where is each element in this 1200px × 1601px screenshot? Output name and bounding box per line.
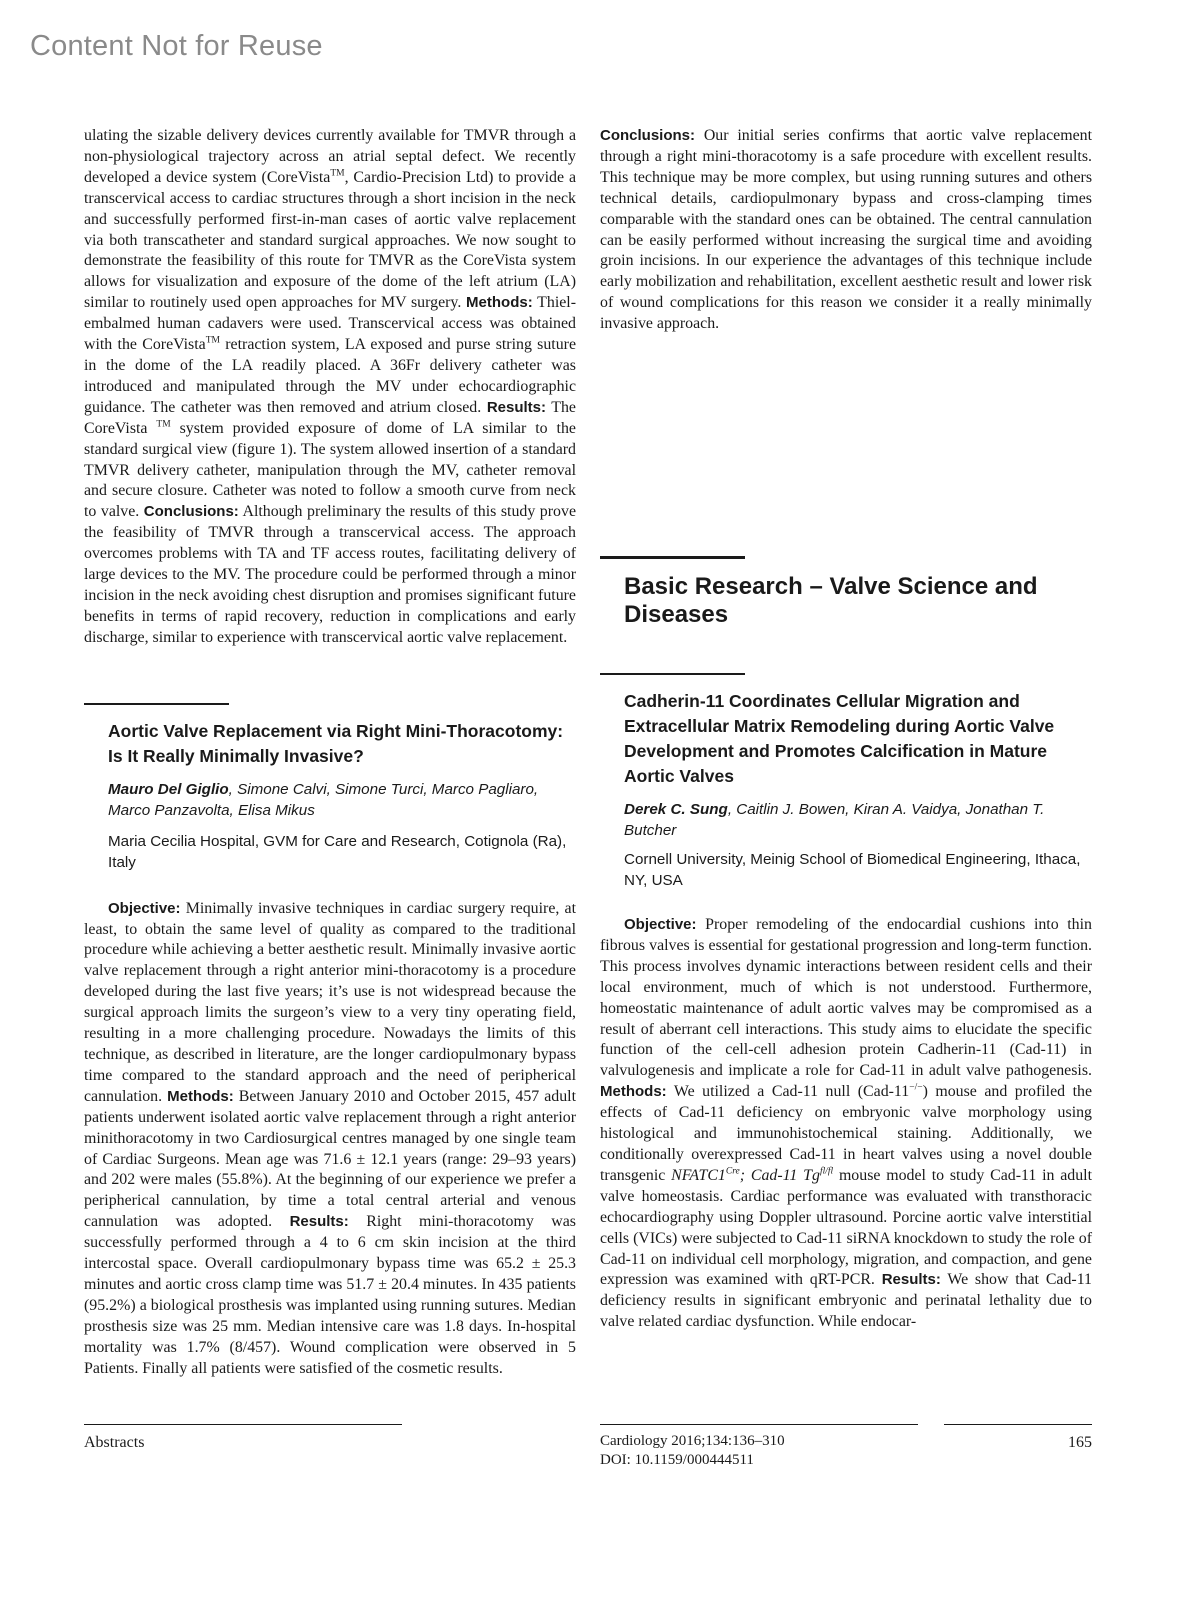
- affiliation: Maria Cecilia Hospital, GVM for Care and Research, Cotignola (Ra), Italy: [108, 832, 567, 871]
- section-divider: [600, 556, 745, 559]
- footer-rule-right: [944, 1424, 1092, 1425]
- conclusions-label: Conclusions:: [143, 503, 239, 521]
- affiliation: Cornell University, Meinig School of Biomedical Engineering, Ithaca, NY, USA: [624, 851, 1081, 889]
- methods-label: Methods:: [466, 294, 533, 312]
- abstract-body: Objective: Minimally invasive techniques in cardiac surgery require, at least, to obtain the same level of quality as compared to the traditional procedure while achieving a better aesthetic result. Minimally invasive aortic valve replacement through a right anterior mini-thoracotomy is a procedure developed during the last five years; it’s use is not widespread because the surgical approach limits the surgeon’s view to a very tiny operating field, resulting in a more challenging procedure. Nowadays the limits of this technique, as described in literature, are the longer cardiopulmonary bypass time compared to the standard approach and the need of peripherical cannulation. Methods: Between January 2010 and October 2015, 457 adult patients underwent isolated aortic valve replacement through a right anterior minithoracotomy in two Cardiosurgical centres managed by one single team of Cardiac Surgeons. Mean age was 71.6 ± 12.1 years (range: 29–93 years) and 202 were males (55.8%). At the beginning of our experience we prefer a peripherical cannulation, by time a total central arterial and venous cannulation was adopted. Results: Right mini-thoracotomy was successfully performed through a 4 to 6 cm skin incision at the third intercostal space. Overall cardiopulmonary bypass time was 65.2 ± 25.3 minutes and aortic cross clamp time was 51.7 ± 20.4 minutes. In 435 patients (95.2%) a biological prosthesis was implanted using running sutures. Median prosthesis size was 25 mm. Median intensive care was 1.8 days. In-hospital mortality was 1.7% (8/457). Wound complication were observed in 5 Patients. Finally all patients were satisfied of the cosmetic results.: [84, 899, 576, 1377]
- footer-citation: [600, 1432, 785, 1470]
- abstract-divider: [84, 703, 229, 705]
- doi-link[interactable]: DOI: 10.1159/000444511: [600, 1452, 754, 1468]
- abstract-header: [84, 719, 576, 873]
- journal-citation: Cardiology 2016;134:136–310: [600, 1433, 785, 1449]
- page-number: 165: [1068, 1434, 1092, 1451]
- abstract-body: Objective: Proper remodeling of the endocardial cushions into thin fibrous valves is essential for gestational progression and long-term function. This process involves dynamic interactions between resident cells and their local environment, much of which is not understood. Furthermore, homeostatic maintenance of adult aortic valves may be compromised as a result of aberrant cell interactions. This study aims to elucidate the specific function of the cell-cell adhesion protein Cadherin-11 (Cad-11) in valvulogenesis and implicate a role for Cad-11 in adult valve pathogenesis. Methods: We utilized a Cad-11 null (Cad-11−/−) mouse and profiled the effects of Cad-11 deficiency on embryonic valve morphology using histological and immunohistochemical staining. Additionally, we conditionally overexpressed Cad-11 in heart valves using a novel double transgenic $NFATC1^{Cre}$; Cad-11 $Tg^{fl/fl}$ mouse model to study Cad-11 in adult valve homeostasis. Cardiac performance was evaluated with transthoracic echocardiography using Doppler ultrasound. Porcine aortic valve interstitial cells (VICs) were subjected to Cad-11 siRNA knockdown to study the role of Cad-11 on individual cell morphology, migration, and compaction, and gene expression was examined with qRT-PCR. Results: We show that Cad-11 deficiency results in significant embryonic and perinatal lethality due to valve related cardiac dysfunction. While endocar-: [600, 916, 1093, 1331]
- abstract-header: [600, 689, 1092, 891]
- continued-abstract-text: ulating the sizable delivery devices currently available for TMVR through a non-physiological trajectory across an atrial septal defect. We recently developed a device system (CoreVista™, Cardio-Precision Ltd) to provide a transcervical access to cardiac structures through a short incision in the neck and successfully performed first-in-man cases of aortic valve replacement via both transcatheter and standard surgical approaches. We now sought to demonstrate the feasibility of this route for TMVR as the CoreVista system allows for visualization and exposure of the dome of the left atrium (LA) similar to routinely used open approaches for MV surgery. Methods: Thiel-embalmed human cadavers were used. Transcervical access was obtained with the CoreVista™ retraction system, LA exposed and purse string suture in the dome of the LA readily placed. A 36Fr delivery catheter was introduced and manipulated through the MV under echocardiographic guidance. The catheter was then removed and atrium closed. Results: The CoreVista ™ system provided exposure of dome of LA similar to the standard surgical view (figure 1). The system allowed insertion of a standard TMVR delivery catheter, manipulation through the MV, catheter removal and secure closure. Catheter was noted to follow a smooth curve from neck to valve. Conclusions: Although preliminary the results of this study prove the feasibility of TMVR through a transcervical access. The approach overcomes problems with TA and TF access routes, facilitating delivery of large devices to the MV. The procedure could be performed through a minor incision in the neck avoiding chest disruption and promises significant future benefits in terms of rapid recovery, reduction in complications and early discharge, similar to experience with transcervical aortic valve replacement.: [84, 127, 577, 646]
- author-list: Derek C. Sung, Caitlin J. Bowen, Kiran A. Vaidya, Jonathan T. Butcher: [624, 801, 1045, 839]
- watermark: Content Not for Reuse: [30, 30, 323, 62]
- abstract-body-continued: Conclusions: Our initial series confirms that aortic valve replacement through a right mini-thoracotomy is a safe procedure with excellent results. This technique may be more complex, but using running sutures and others technical details, cardiopulmonary bypass and cross-clamping times comparable with the standard ones can be obtained. The central cannulation can be easily performed without increasing the surgical time and avoiding groin incisions. In our experience the advantages of this technique include early mobilization and rehabilitation, excellent aesthetic result and lower risk of wound complications for this reason we consider it a really minimally invasive approach.: [600, 127, 1092, 333]
- author-list: Mauro Del Giglio, Simone Calvi, Simone Turci, Marco Pagliaro, Marco Panzavolta, Elisa Mikus: [108, 780, 539, 819]
- footer-rule-left: [84, 1424, 402, 1425]
- section-title: Basic Research – Valve Science and Diseases: [624, 573, 1038, 628]
- results-label: Results:: [486, 398, 546, 416]
- right-column-lower: [600, 556, 1092, 1333]
- right-column-upper: [600, 126, 1092, 335]
- article-title: Cadherin-11 Coordinates Cellular Migration and Extracellular Matrix Remodeling during Aortic Valve Development and Promotes Calcification in Mature Aortic Valves: [624, 691, 1055, 786]
- article-title: Aortic Valve Replacement via Right Mini-Thoracotomy: Is It Really Minimally Invasive?: [108, 720, 564, 766]
- footer-rule-mid: [600, 1424, 918, 1425]
- footer-section-label: Abstracts: [84, 1434, 145, 1451]
- abstract-divider: [600, 673, 745, 675]
- left-column: [84, 126, 576, 1380]
